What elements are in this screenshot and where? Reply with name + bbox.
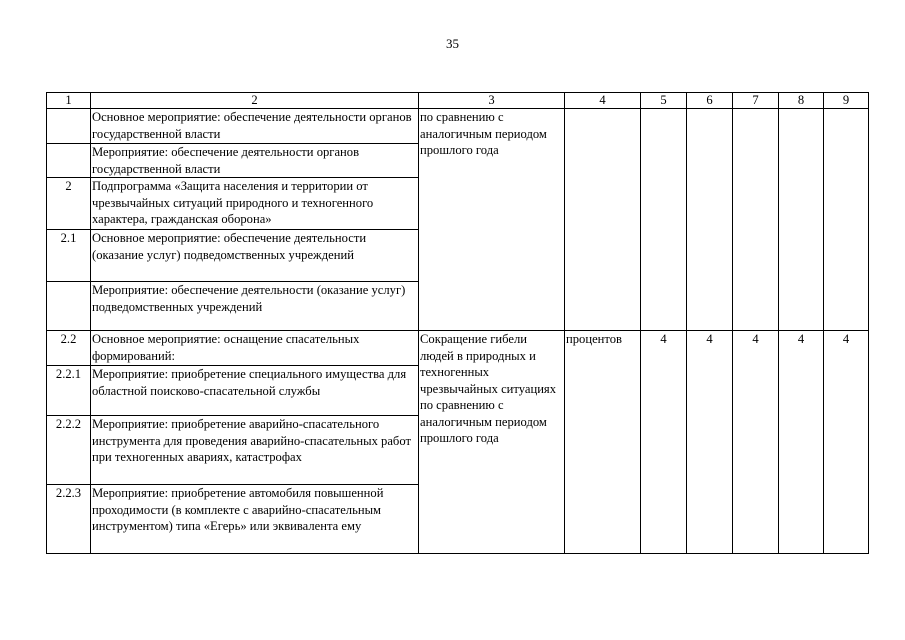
table-row [47,331,869,366]
value-cell: 4 [641,331,687,554]
header-cell: 4 [565,93,641,109]
value-cell [733,109,779,331]
row-number: 2.2 [47,331,91,366]
header-cell: 1 [47,93,91,109]
row-number: 2.1 [47,230,91,282]
measure-name: Мероприятие: обеспечение деятельности органов государственной власти [91,144,419,178]
value-cell: 4 [779,331,824,554]
header-cell: 9 [824,93,869,109]
header-cell: 2 [91,93,419,109]
value-cell: 4 [687,331,733,554]
measure-name: Основное мероприятие: обеспечение деятельности (оказание услуг) подведомственных учреждений [91,230,419,282]
measure-name: Мероприятие: приобретение специального имущества для областной поисково-спасательной службы [91,366,419,416]
row-number: 2.2.2 [47,416,91,485]
measure-name: Подпрограмма «Защита населения и территории от чрезвычайных ситуаций природного и техногенного характера, гражданская оборона» [91,178,419,230]
row-number [47,282,91,331]
unit-cell: процентов [565,331,641,554]
value-cell [687,109,733,331]
header-cell: 7 [733,93,779,109]
unit-cell [565,109,641,331]
header-cell: 3 [419,93,565,109]
indicator-cell: Сокращение гибели людей в природных и техногенных чрезвычайных ситуациях по сравнению с аналогичным периодом прошлого года [419,331,565,554]
value-cell [824,109,869,331]
header-cell: 6 [687,93,733,109]
value-cell: 4 [733,331,779,554]
indicator-cell: по сравнению с аналогичным периодом прошлого года [419,109,565,331]
table-row [47,109,869,144]
value-cell: 4 [824,331,869,554]
header-cell: 5 [641,93,687,109]
row-number [47,109,91,144]
value-cell [641,109,687,331]
page-number: 35 [446,36,459,51]
measures-table [46,92,869,554]
measure-name: Мероприятие: приобретение аварийно-спасательного инструмента для проведения аварийно-спасательных работ при техногенных авариях, катастрофах [91,416,419,485]
row-number [47,144,91,178]
measure-name: Основное мероприятие: обеспечение деятельности органов государственной власти [91,109,419,144]
row-number: 2 [47,178,91,230]
row-number: 2.2.1 [47,366,91,416]
measure-name: Мероприятие: приобретение автомобиля повышенной проходимости (в комплекте с аварийно-спасательным инструментом) типа «Егерь» или эквивалента ему [91,485,419,554]
header-cell: 8 [779,93,824,109]
value-cell [779,109,824,331]
header-row [47,93,869,109]
measure-name: Основное мероприятие: оснащение спасательных формирований: [91,331,419,366]
row-number: 2.2.3 [47,485,91,554]
measure-name: Мероприятие: обеспечение деятельности (оказание услуг) подведомственных учреждений [91,282,419,331]
